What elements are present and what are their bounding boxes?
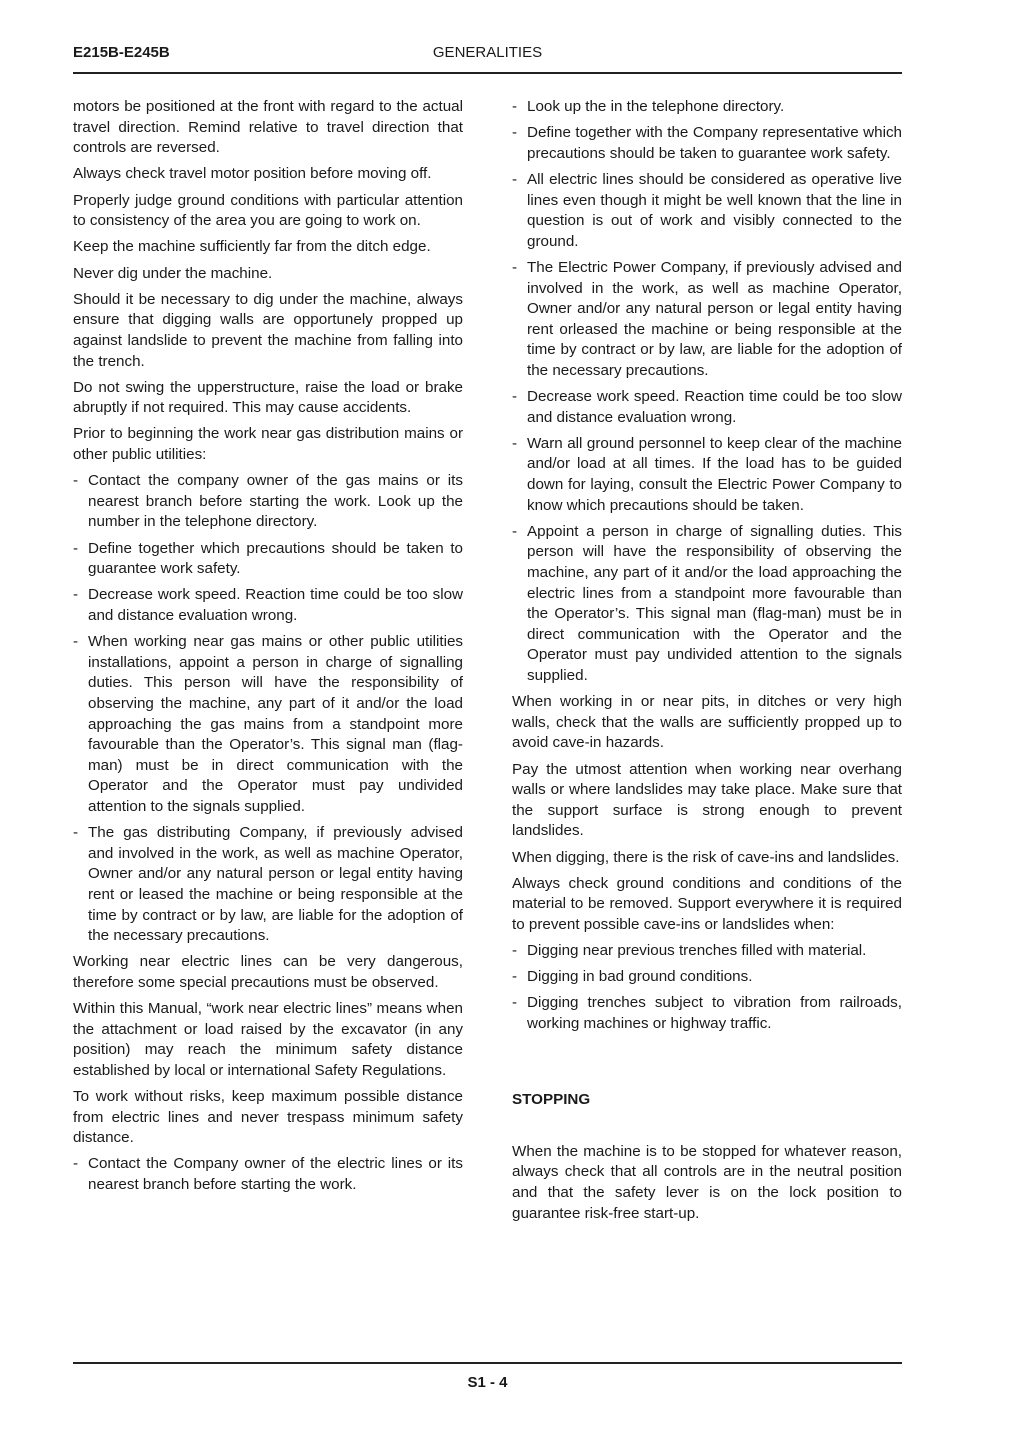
bullet-item: [512, 434, 902, 516]
paragraph: Pay the utmost attention when working near overhang walls or where landslides may take place. Make sure that the support surface is strong enough to prevent landslides.: [512, 760, 902, 840]
bullet-item: [512, 993, 902, 1034]
model-code: E215B-E245B: [73, 44, 170, 61]
spacer: [512, 1040, 902, 1090]
bullet-text: When working near gas mains or other public utilities installations, appoint a person in charge of signalling duties. This person will have the responsibility of observing the machine, any part of it and/or the load approaching the gas mains from a standpoint more favourable than the Operator’s. This signal man (flag-man) must be in direct communication with the Operator and the Operator must pay undivided attention to the signals supplied.: [88, 633, 463, 815]
bullet-text: Warn all ground personnel to keep clear of the machine and/or load at all times. If the load has to be guided down for laying, consult the Electric Power Company to know which precautions should be taken.: [527, 434, 902, 514]
left-column: [73, 97, 463, 1201]
bullet-item: [512, 97, 902, 118]
bullet-item: [512, 170, 902, 252]
page-footer: [73, 1362, 902, 1391]
bullet-text: Look up the in the telephone directory.: [527, 98, 785, 115]
bullet-dash: -: [73, 824, 79, 842]
bullet-item: [512, 387, 902, 428]
bullet-item: [512, 967, 902, 988]
bullet-dash: -: [73, 1155, 79, 1173]
bullet-item: [512, 258, 902, 382]
stopping-heading: STOPPING: [512, 1091, 591, 1109]
bullet-text: Decrease work speed. Reaction time could be too slow and distance evaluation wrong.: [88, 586, 463, 624]
spacer: [512, 1111, 902, 1142]
page-header: [73, 40, 902, 74]
bullet-text: Define together with the Company representative which precautions should be taken to guarantee work safety.: [527, 124, 902, 162]
bullet-dash: -: [512, 434, 518, 452]
bullet-text: The gas distributing Company, if previously advised and involved in the work, as well as machine Operator, Owner and/or any natural person or legal entity having rent or leased the machine or being responsible at the time by contract or by law, are liable for the adoption of the necessary precautions.: [88, 824, 463, 945]
bullet-dash: -: [512, 522, 518, 540]
paragraph: Always check travel motor position before moving off.: [73, 165, 432, 183]
paragraph: Prior to beginning the work near gas distribution mains or other public utilities:: [73, 425, 463, 464]
bullet-text: Digging in bad ground conditions.: [527, 968, 753, 986]
right-column: [512, 97, 902, 1230]
bullet-dash: -: [73, 472, 79, 490]
page-number: S1 - 4: [467, 1374, 508, 1391]
paragraph: Always check ground conditions and conditions of the material to be removed. Support everywhere it is required to prevent possible cave-ins or landslides when:: [512, 874, 902, 933]
paragraph: Working near electric lines can be very dangerous, therefore some special precautions must be observed.: [73, 953, 463, 991]
bullet-text: The Electric Power Company, if previously advised and involved in the work, as well as machine Operator, Owner and/or any natural person or legal entity having rent orleased the machine or being responsible at the time by contract or by law, are liable for the adoption of the necessary precautions.: [527, 258, 902, 379]
bullet-item: [512, 941, 902, 962]
paragraph: motors be positioned at the front with regard to the actual travel direction. Remind relative to travel direction that controls are reversed.: [73, 98, 463, 157]
bullet-dash: -: [512, 942, 518, 960]
bullet-item: [73, 632, 463, 817]
paragraph: To work without risks, keep maximum possible distance from electric lines and never trespass minimum safety distance.: [73, 1088, 463, 1147]
bullet-dash: -: [512, 968, 518, 986]
bullet-item: [73, 585, 463, 626]
bullet-dash: -: [73, 633, 79, 651]
paragraph: When digging, there is the risk of cave-ins and landslides.: [512, 848, 900, 866]
bullet-text: Contact the company owner of the gas mains or its nearest branch before starting the work. Look up the number in the telephone directory.: [88, 472, 463, 531]
bullet-item: [512, 522, 902, 687]
bullet-dash: -: [512, 98, 518, 115]
paragraph: When the machine is to be stopped for whatever reason, always check that all controls are in the neutral position and that the safety lever is on the lock position to guarantee risk-free start-up.: [512, 1142, 902, 1222]
bullet-dash: -: [512, 258, 518, 276]
bullet-text: Digging trenches subject to vibration from railroads, working machines or highway traffic.: [527, 994, 902, 1033]
bullet-dash: -: [73, 586, 79, 604]
paragraph: When working in or near pits, in ditches or very high walls, check that the walls are sufficiently propped up to avoid cave-in hazards.: [512, 693, 902, 752]
paragraph: Should it be necessary to dig under the machine, always ensure that digging walls are opportunely propped up against landslide to prevent the machine from falling into the trench.: [73, 290, 463, 370]
bullet-dash: -: [512, 388, 518, 406]
section-title: GENERALITIES: [432, 44, 543, 61]
bullet-dash: -: [73, 539, 79, 557]
paragraph: Properly judge ground conditions with particular attention to consistency of the area you are going to work on.: [73, 191, 463, 230]
paragraph: Never dig under the machine.: [73, 264, 273, 282]
paragraph: Within this Manual, “work near electric lines” means when the attachment or load raised by the excavator (in any position) may reach the minimum safety distance established by local or international Safety Regulations.: [73, 1000, 463, 1079]
bullet-item: [73, 539, 463, 580]
paragraph: Do not swing the upperstructure, raise the load or brake abruptly if not required. This may cause accidents.: [73, 378, 463, 417]
bullet-text: Contact the Company owner of the electric lines or its nearest branch before starting the work.: [88, 1155, 463, 1193]
bullet-text: Decrease work speed. Reaction time could be too slow and distance evaluation wrong.: [527, 388, 902, 426]
bullet-dash: -: [512, 994, 518, 1012]
bullet-item: [73, 471, 463, 533]
bullet-dash: -: [512, 170, 518, 188]
bullet-dash: -: [512, 124, 518, 142]
bullet-item: [512, 123, 902, 164]
bullet-text: All electric lines should be considered as operative live lines even though it might be well known that the line in question is out of work and visibly connected to the ground.: [527, 170, 902, 250]
bullet-item: [73, 1154, 463, 1195]
bullet-text: Appoint a person in charge of signalling duties. This person will have the responsibility of observing the machine, any part of it and/or the load approaching the electric lines from a standpoint more favourable than the Operator’s. This signal man (flag-man) must be in direct communication with the Operator and the Operator must pay undivided attention to the signals supplied.: [527, 522, 902, 684]
bullet-text: Digging near previous trenches filled with material.: [527, 942, 867, 960]
bullet-item: [73, 823, 463, 947]
paragraph: Keep the machine sufficiently far from the ditch edge.: [73, 238, 431, 256]
bullet-text: Define together which precautions should be taken to guarantee work safety.: [88, 539, 463, 578]
